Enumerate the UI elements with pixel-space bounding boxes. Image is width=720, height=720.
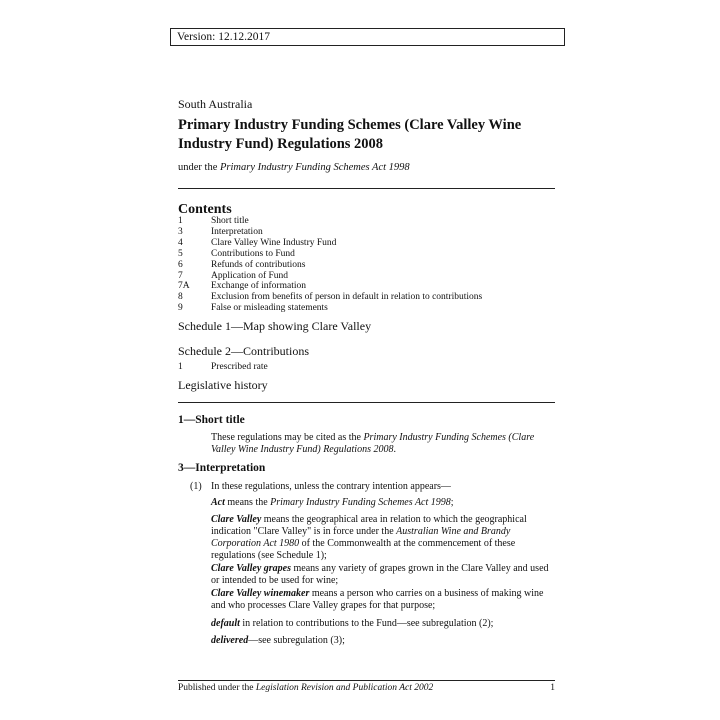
toc-item[interactable]: 3 Interpretation [178, 226, 263, 237]
divider [178, 680, 555, 681]
document-title: Primary Industry Funding Schemes (Clare Valley Wine Industry Fund) Regulations 2008 [178, 117, 522, 152]
version-label: Version: 12.12.2017 [170, 28, 565, 46]
toc-item[interactable]: 1 Short title [178, 216, 249, 226]
definition: delivered—see subregulation (3); [211, 635, 345, 646]
contents-heading: Contents [178, 202, 232, 217]
toc-item[interactable]: 8 Exclusion from benefits of person in default in relation to contributions [178, 292, 483, 303]
subregulation-number: (1) [190, 481, 202, 492]
toc-item[interactable]: 7A Exchange of information [178, 281, 306, 292]
schedule-2-link[interactable]: Schedule 2—Contributions [178, 344, 309, 358]
definition: Clare Valley grapes means any variety of grapes grown in the Clare Valley and used or intended to be used for wine; [211, 563, 549, 586]
page-number: 1 [550, 683, 555, 693]
section-text: These regulations may be cited as the Primary Industry Funding Schemes (Clare Valley Wine Industry Fund) Regulations 2008. [211, 432, 535, 455]
definition: default in relation to contributions to the Fund—see subregulation (2); [211, 618, 494, 629]
definition: Clare Valley means the geographical area in relation to which the geographical indication "Clare Valley" is in force under the Australian Wine and Brandy Corporation Act 1980 of the Commonwealth at the commencement of these regulations (see Schedule 1); [211, 514, 527, 561]
publication-note: Published under the Legislation Revision and Publication Act 2002 [178, 683, 434, 693]
jurisdiction: South Australia [178, 97, 253, 111]
toc-item[interactable]: 6 Refunds of contributions [178, 259, 306, 270]
divider [178, 188, 555, 189]
toc-item[interactable]: 5 Contributions to Fund [178, 248, 295, 259]
section-heading: 3—Interpretation [178, 462, 266, 474]
page-footer [178, 683, 555, 693]
table-of-contents [178, 216, 482, 314]
section-text: In these regulations, unless the contrary intention appears— [211, 481, 451, 492]
definition: Clare Valley winemaker means a person who carries on a business of making wine and who processes Clare Valley grapes for that purpose; [211, 588, 544, 611]
section-heading: 1—Short title [178, 414, 245, 426]
toc-item[interactable]: 9 False or misleading statements [178, 303, 328, 314]
enabling-act-line: under the Primary Industry Funding Schemes Act 1998 [178, 162, 410, 173]
toc-item[interactable]: 4 Clare Valley Wine Industry Fund [178, 237, 337, 248]
toc-item[interactable]: 7 Application of Fund [178, 270, 289, 281]
divider [178, 402, 555, 403]
legislative-history-link[interactable]: Legislative history [178, 378, 268, 392]
toc-item[interactable]: 1 Prescribed rate [178, 362, 268, 372]
definition: Act means the Primary Industry Funding Schemes Act 1998; [211, 497, 454, 508]
schedule-1-link[interactable]: Schedule 1—Map showing Clare Valley [178, 319, 372, 333]
